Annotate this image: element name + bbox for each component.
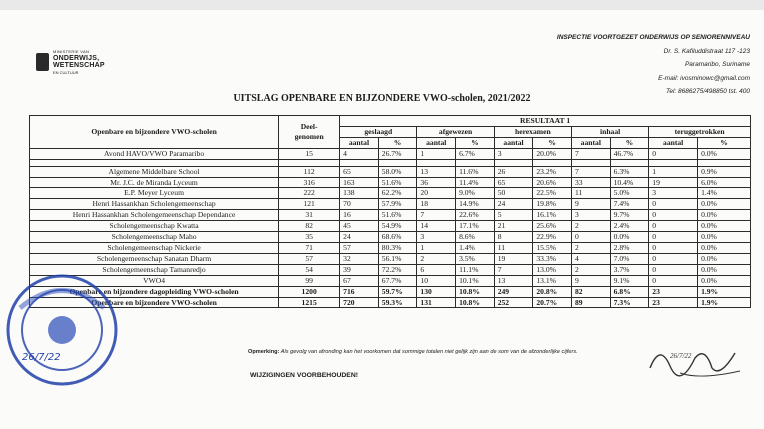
percent-cell: 1.4% [456,242,495,253]
percent-cell: 10.1% [456,275,495,286]
signature [640,338,750,388]
count-cell: 10 [417,275,456,286]
count-cell: 9 [571,275,610,286]
count-cell: 9 [571,199,610,210]
percent-cell: 7.0% [610,253,649,264]
school-name: Openbare en bijzondere dagopleiding VWO-scholen [30,286,279,297]
count-cell: 716 [340,286,379,297]
percent-cell: 22.6% [456,210,495,221]
logo-line: WETENSCHAP [53,62,105,69]
inspectorate-name: INSPECTIE VOORTGEZET ONDERWIJS OP SENIORENNIVEAU [556,34,750,41]
count-cell: 7 [417,210,456,221]
school-name: Mr. J.C. de Miranda Lyceum [30,177,279,188]
count-cell: 249 [494,286,533,297]
percent-cell: 54.9% [378,221,417,232]
count-cell: 4 [340,148,379,159]
count-cell: 0 [649,232,698,243]
spacer-cell [378,159,417,166]
count-cell: 19 [649,177,698,188]
count-cell: 0 [649,253,698,264]
percent-cell: 10.8% [456,297,495,308]
stamp-date: 26/7/22 [22,352,61,363]
percent-cell: 9.7% [610,210,649,221]
spacer-cell [30,159,279,166]
count-cell: 2 [417,253,456,264]
table-row [30,232,751,243]
percent-cell: 0.0% [698,242,751,253]
count-cell: 19 [494,253,533,264]
count-cell: 2 [571,221,610,232]
logo-line: EN CULTUUR [53,70,79,75]
count-cell: 1 [417,148,456,159]
count-cell: 2 [571,242,610,253]
count-cell: 0 [649,221,698,232]
spacer-cell [279,159,340,166]
table-row [30,297,751,308]
results-table [29,115,751,308]
school-name: Avond HAVO/VWO Paramaribo [30,148,279,159]
spacer-row [30,159,751,166]
percent-cell: 72.2% [378,264,417,275]
percent-cell: 7.3% [610,297,649,308]
percent-cell: 67.7% [378,275,417,286]
count-cell: 0 [649,264,698,275]
count-cell: 5 [494,210,533,221]
group-header: herexamen [494,126,571,137]
count-cell: 24 [340,232,379,243]
table-row [30,148,751,159]
spacer-cell [571,159,610,166]
count-cell: 33 [571,177,610,188]
school-name: VWO4 [30,275,279,286]
signature-date: 26/7/22 [670,352,692,360]
count-cell: 16 [340,210,379,221]
count-cell: 0 [649,148,698,159]
email-line: E-mail: ivosminowc@gmail.com [658,74,750,82]
count-cell: 39 [340,264,379,275]
percent-cell: 9.1% [610,275,649,286]
participants-column-header [279,116,340,149]
percent-cell: 11.1% [456,264,495,275]
group-header: teruggetrokken [649,126,751,137]
spacer-cell [698,159,751,166]
percent-cell: 20.6% [533,177,572,188]
count-cell: 3 [417,232,456,243]
participants-value: 316 [279,177,340,188]
letterhead-address [557,31,750,99]
percent-cell: 0.0% [610,232,649,243]
count-cell: 45 [340,221,379,232]
count-cell: 3 [649,188,698,199]
percent-cell: 13.0% [533,264,572,275]
count-cell: 50 [494,188,533,199]
percent-cell: 57.9% [378,199,417,210]
spacer-cell [610,159,649,166]
sub-header-percent: % [456,137,495,148]
table-row [30,210,751,221]
sub-header-aantal: aantal [417,137,456,148]
count-cell: 11 [571,188,610,199]
percent-cell: 3.5% [456,253,495,264]
percent-cell: 10.4% [610,177,649,188]
percent-cell: 80.3% [378,242,417,253]
percent-cell: 14.9% [456,199,495,210]
count-cell: 36 [417,177,456,188]
percent-cell: 0.0% [698,275,751,286]
spacer-cell [417,159,456,166]
count-cell: 70 [340,199,379,210]
count-cell: 6 [417,264,456,275]
group-header: geslaagd [340,126,417,137]
table-row [30,242,751,253]
participants-value: 1215 [279,297,340,308]
participants-value: 31 [279,210,340,221]
count-cell: 13 [417,166,456,177]
table-row [30,166,751,177]
percent-cell: 11.6% [456,166,495,177]
percent-cell: 23.2% [533,166,572,177]
percent-cell: 51.6% [378,177,417,188]
percent-cell: 0.0% [698,232,751,243]
percent-cell: 6.3% [610,166,649,177]
school-name: Scholengemeenschap Tamanredjo [30,264,279,275]
percent-cell: 26.7% [378,148,417,159]
percent-cell: 59.3% [378,297,417,308]
percent-cell: 20.0% [533,148,572,159]
table-row [30,221,751,232]
percent-cell: 22.5% [533,188,572,199]
count-cell: 13 [494,275,533,286]
sub-header-percent: % [533,137,572,148]
table-row [30,286,751,297]
count-cell: 131 [417,297,456,308]
participants-value: 71 [279,242,340,253]
count-cell: 23 [649,286,698,297]
count-cell: 67 [340,275,379,286]
count-cell: 7 [571,148,610,159]
count-cell: 26 [494,166,533,177]
spacer-cell [494,159,533,166]
percent-cell: 17.1% [456,221,495,232]
count-cell: 4 [571,253,610,264]
count-cell: 32 [340,253,379,264]
percent-cell: 59.7% [378,286,417,297]
percent-cell: 68.6% [378,232,417,243]
count-cell: 82 [571,286,610,297]
percent-cell: 1.4% [698,188,751,199]
participants-value: 82 [279,221,340,232]
sub-header-percent: % [610,137,649,148]
sub-header-percent: % [698,137,751,148]
count-cell: 7 [571,166,610,177]
count-cell: 14 [417,221,456,232]
count-cell: 720 [340,297,379,308]
table-row [30,177,751,188]
percent-cell: 51.6% [378,210,417,221]
count-cell: 0 [649,275,698,286]
sub-header-aantal: aantal [340,137,379,148]
count-cell: 57 [340,242,379,253]
percent-cell: 0.9% [698,166,751,177]
count-cell: 3 [494,148,533,159]
remark-note [248,349,578,355]
percent-cell: 8.6% [456,232,495,243]
percent-cell: 15.5% [533,242,572,253]
count-cell: 11 [494,242,533,253]
participants-value: 1200 [279,286,340,297]
sub-header-aantal: aantal [571,137,610,148]
school-name: E.P. Meyer Lyceum [30,188,279,199]
percent-cell: 0.0% [698,199,751,210]
count-cell: 0 [649,242,698,253]
percent-cell: 56.1% [378,253,417,264]
count-cell: 0 [571,232,610,243]
school-name: Scholengemeenschap Maho [30,232,279,243]
sub-header-aantal: aantal [649,137,698,148]
percent-cell: 11.4% [456,177,495,188]
logo-line: MINISTERIE VAN [53,49,90,54]
percent-cell: 3.7% [610,264,649,275]
percent-cell: 9.0% [456,188,495,199]
table-row [30,264,751,275]
count-cell: 0 [649,210,698,221]
participants-value: 15 [279,148,340,159]
group-header: inhaal [571,126,648,137]
participants-value: 99 [279,275,340,286]
participants-value: 222 [279,188,340,199]
percent-cell: 6.8% [610,286,649,297]
count-cell: 24 [494,199,533,210]
percent-cell: 10.8% [456,286,495,297]
count-cell: 7 [494,264,533,275]
spacer-cell [456,159,495,166]
spacer-cell [533,159,572,166]
address-line: Dr. S. Kafiluddistraat 117 -123 [663,47,750,55]
school-column-header: Openbare en bijzondere VWO-scholen [30,116,279,149]
spacer-cell [649,159,698,166]
percent-cell: 2.4% [610,221,649,232]
participants-value: 121 [279,199,340,210]
participants-value: 35 [279,232,340,243]
count-cell: 20 [417,188,456,199]
percent-cell: 6.7% [456,148,495,159]
genomen-label: genomen [294,131,324,141]
percent-cell: 13.1% [533,275,572,286]
count-cell: 65 [340,166,379,177]
percent-cell: 58.0% [378,166,417,177]
percent-cell: 22.9% [533,232,572,243]
percent-cell: 0.0% [698,210,751,221]
school-name: Henri Hassankhan Scholengemeenschap [30,199,279,210]
participants-value: 112 [279,166,340,177]
crest-icon [36,53,49,71]
sub-header-percent: % [378,137,417,148]
ministry-logo [36,48,105,76]
address-line: Paramaribo, Suriname [684,61,750,68]
percent-cell: 25.6% [533,221,572,232]
spacer-cell [340,159,379,166]
page-title: UITSLAG OPENBARE EN BIJZONDERE VWO-scholen, 2021/2022 [233,93,531,104]
count-cell: 1 [417,242,456,253]
percent-cell: 2.8% [610,242,649,253]
school-name: Scholengemeenschap Kwatta [30,221,279,232]
percent-cell: 0.0% [698,221,751,232]
percent-cell: 7.4% [610,199,649,210]
participants-value: 54 [279,264,340,275]
result-header: RESULTAAT 1 [340,116,751,127]
count-cell: 2 [571,264,610,275]
count-cell: 138 [340,188,379,199]
percent-cell: 33.3% [533,253,572,264]
count-cell: 163 [340,177,379,188]
percent-cell: 0.0% [698,148,751,159]
percent-cell: 62.2% [378,188,417,199]
percent-cell: 0.0% [698,264,751,275]
sub-header-aantal: aantal [494,137,533,148]
participants-value: 57 [279,253,340,264]
remark-label: Opmerking: [248,349,280,355]
percent-cell: 6.0% [698,177,751,188]
official-stamp [0,268,130,398]
school-name: Scholengemeenschap Sanatan Dharm [30,253,279,264]
count-cell: 130 [417,286,456,297]
table-row [30,275,751,286]
count-cell: 1 [649,166,698,177]
percent-cell: 0.0% [698,253,751,264]
percent-cell: 5.0% [610,188,649,199]
scan-edge [0,0,764,10]
count-cell: 8 [494,232,533,243]
group-header: afgewezen [417,126,494,137]
phone-line: Tel: 8686275/498850 tst. 400 [666,88,750,95]
percent-cell: 16.1% [533,210,572,221]
percent-cell: 20.8% [533,286,572,297]
count-cell: 23 [649,297,698,308]
percent-cell: 1.9% [698,297,751,308]
count-cell: 3 [571,210,610,221]
deel-label: Deel- [300,121,318,131]
count-cell: 21 [494,221,533,232]
school-name: Scholengemeenschap Nickerie [30,242,279,253]
percent-cell: 19.8% [533,199,572,210]
table-row [30,199,751,210]
school-name: Openbare en bijzondere VWO-scholen [30,297,279,308]
table-row [30,253,751,264]
table-row [30,188,751,199]
count-cell: 89 [571,297,610,308]
count-cell: 0 [649,199,698,210]
count-cell: 18 [417,199,456,210]
percent-cell: 46.7% [610,148,649,159]
percent-cell: 1.9% [698,286,751,297]
remark-text: Als gevolg van afronding kan het voorkomen dat sommige totalen niet gelijk zijn aan de som van de afzonderlijke cijfers. [280,349,578,355]
percent-cell: 20.7% [533,297,572,308]
count-cell: 65 [494,177,533,188]
school-name: Henri Hassankhan Scholengemeenschap Dependance [30,210,279,221]
footer-disclaimer: WIJZIGINGEN VOORBEHOUDEN! [250,372,359,379]
school-name: Algemene Middelbare School [30,166,279,177]
count-cell: 252 [494,297,533,308]
logo-line: ONDERWIJS, [53,55,100,62]
